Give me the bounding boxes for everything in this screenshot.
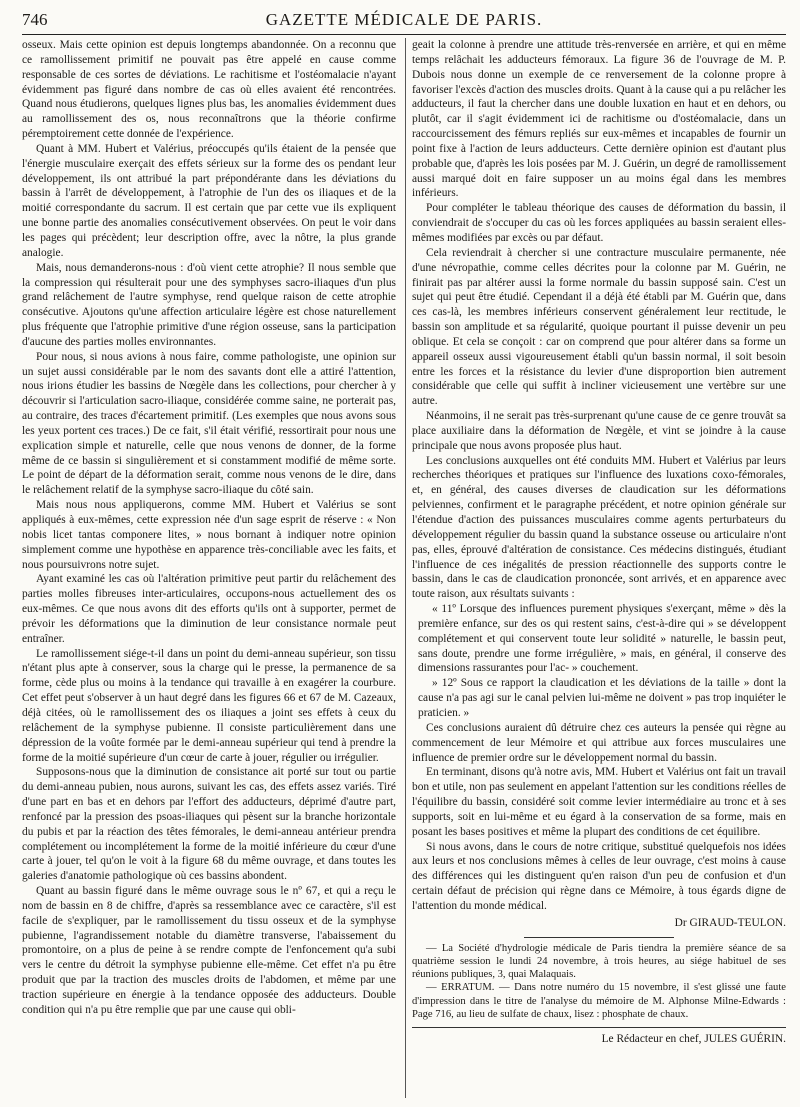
- column-divider: [405, 38, 406, 1098]
- paragraph: Pour nous, si nous avions à nous faire, comme pathologiste, une opinion sur un sujet aussi considérable par le nom des savants dont elle a attiré l'attention, nous irions étudier les bassins de Nœgèle dans les collections, pour chercher à y découvrir si l'articulation sacro-iliaque, considérée comme saine, ne porterait pas, au contraire, des traces d'écartement primitif. (Les exemples que nous avons sous les yeux portent ces traces.) De ce fait, s'il était vérifié, ressortirait pour nous une explication simple et naturelle, celle que nous venons de donner, de la forme même de ce bassin si singulièrement et si constamment modifié de même sorte. Le point de départ de la déformation serait, comme nous venons de le dire, dans le relâchement relatif de la symphyse sacro-iliaque du côté sain.: [22, 350, 396, 497]
- notice: — La Société d'hydrologie médicale de Paris tiendra la première séance de sa quatrième session le lundi 24 novembre, à trois heures, au siége habituel de ses réunions publiques, 3, quai Malaquais.: [412, 942, 786, 981]
- paragraph: Mais nous nous appliquerons, comme MM. Hubert et Valérius se sont appliqués à eux-mêmes, cette expression née d'un sage esprit de réserve : « Non nobis licet tantas componere lites, » nous bornant à indiquer notre opinion simplement comme une hypothèse en apparence très-conciliable avec les faits, et nous poursuivrons notre sujet.: [22, 499, 396, 571]
- editor-signature: Le Rédacteur en chef, JULES GUÉRIN.: [601, 1033, 786, 1045]
- paragraph: Ayant examiné les cas où l'altération primitive peut partir du relâchement des parties molles fibreuses inter-articulaires, occupons-nous actuellement des os eux-mêmes. Ce que nous avons dit des efforts qu'ils ont à supporter, permet de prévoir les déformations que la diminution de leur consistance normale peut entraîner.: [22, 573, 396, 645]
- right-column: [412, 38, 786, 1098]
- paragraph: Si nous avons, dans le cours de notre critique, substitué quelquefois nos idées aux leurs et nos conclusions mêmes à celles de leur ouvrage, c'est moins à cause des différences qui les distinguent qu'en raison d'un peu de confusion et d'un certain défaut de précision qui règne dans ce Mémoire, à tous égards digne de l'attention du monde médical.: [412, 840, 786, 912]
- paragraph: Quant à MM. Hubert et Valérius, préoccupés qu'ils étaient de la pensée que l'énergie musculaire exerçait des effets sérieux sur la forme des os pendant leur développement, ils ont attribué la part prépondérante dans les déviations du bassin à l'arrêt de développement, à l'atrophie de l'un des os iliaques et de la moitié correspondante du sacrum. Il est certain que par cette vue ils expliquent une bonne partie des anomalies consécutivement observées. On peut le voir dans les pages qui précèdent; leur description offre, avec la nôtre, la plus grande analogie.: [22, 142, 396, 259]
- erratum-notice: — ERRATUM. — Dans notre numéro du 15 novembre, il s'est glissé une faute d'impression dans le titre de l'analyse du mémoire de M. Alphonse Milne-Edwards : Page 716, au lieu de sulfate de chaux, lisez : phosphate de chaux.: [412, 982, 786, 1020]
- footer-divider: [412, 1027, 786, 1028]
- journal-title: GAZETTE MÉDICALE DE PARIS.: [265, 10, 543, 29]
- page-header: [22, 4, 786, 35]
- article-body: [22, 38, 786, 1098]
- paragraph: Les conclusions auxquelles ont été conduits MM. Hubert et Valérius par leurs recherches théoriques et pratiques sur l'influence des luxations coxo-fémorales, et, en général, des causes diverses de claudication sur les déformations pelviennes, confirment et le paragraphe précédent, et notre opinion générale sur l'étendue d'action des puissances musculaires comme agents perturbateurs du développement régulier du bassin quand la substance osseuse ou articulaire n'ont pas, elles, éprouvé d'altération de consistance. Ces médecins distingués, étudiant l'influence de ces inégalités de pression réactionnelle des supports contre le bassin, dans le cas de claudication prononcée, sont arrivés, et en apparence avec toute raison, aux résultats suivants :: [412, 454, 786, 601]
- left-column: [22, 38, 396, 1098]
- quoted-conclusion: « 11º Lorsque des influences purement physiques s'exerçant, même » dès la première enfance, sur des os qui restent sains, c'est-à-dire qui » se développent complétement et qui conservent toute leur solidité » naturelle, le bassin peut, sans doute, prendre une forme irrégulière, » mais, en général, il conserve des dimensions rassurantes pour l'ac- » couchement.: [418, 603, 786, 675]
- paragraph: Mais, nous demanderons-nous : d'où vient cette atrophie? Il nous semble que la compression qui résulterait pour une des symphyses sacro-iliaques d'un plus grand relâchement de l'autre symphyse, rend quelque raison de cette atrophie consécutive. Ajoutons qu'une affection articulaire légère est chose naturellement plus fréquente que l'atrophie primitive d'une région osseuse, sans la participation d'aucune des parties molles environnantes.: [22, 261, 396, 348]
- paragraph: Cela reviendrait à chercher si une contracture musculaire permanente, née d'une névropathie, comme celles décrites pour la colonne par M. Guérin, ne finirait pas par altérer aussi la forme normale du bassin supposé sain. C'est un sujet qui peut être étudié. Cependant il a déjà été établi par M. Guérin que, dans ces cas-là, les membres inférieurs conservent généralement leur rectitude, le bassin son amplitude et sa régularité, quoique pourtant il puisse devenir un peu oblique. Et cela se conçoit : car on comprend que pour altérer dans sa forme un appareil osseux aussi vigoureusement établi qu'un bassin normal, il soit besoin entre les forces et la résistance du levier d'une disproportion bien autrement considérable que celle qui suffit à incliner vicieusement une vertèbre sur une autre.: [412, 246, 786, 408]
- paragraph: geait la colonne à prendre une attitude très-renversée en arrière, et qui en même temps relâchait les adducteurs fémoraux. La figure 36 de l'ouvrage de M. P. Dubois nous donne un exemple de ce renversement de la colonne propre à favoriser l'excès d'action des muscles droits. Quant à la cause qui a pu relâcher les adducteurs, il faut la chercher dans une double luxation en haut et en dehors, ou plutôt, car il s'agit évidemment ici de rachitisme ou d'ostéomalacie, dans un raccourcissement des fémurs repliés sur eux-mêmes et incapables de fournir un point fixe à l'action de leurs adducteurs. Cette dernière opinion est d'autant plus probable que, d'après les lois posées par M. J. Guérin, un degré de ramollissement aussi marqué doit en faire supposer un au moins égal dans les membres inférieurs.: [412, 39, 786, 200]
- page-number: 746: [22, 10, 48, 29]
- paragraph: Le ramollissement siége-t-il dans un point du demi-anneau supérieur, son tissu n'étant plus apte à conserver, sous la charge qui le presse, la permanence de sa forme, cède plus ou moins à la tendance qui travaille à en exagérer la courbure. Cet effet peut s'observer à un haut degré dans les figures 66 et 67 de M. Cazeaux, déjà citées, où le ramollissement des os iliaques a joint ses effets à ceux du relâchement de la symphyse pubienne. Il consiste particulièrement dans une dépression de la voûte formée par le demi-anneau supérieur qui tend à prendre la forme de la moitié supérieure d'un cœur de carte à jouer, régulier ou irrégulier.: [22, 647, 396, 764]
- quoted-conclusion: » 12º Sous ce rapport la claudication et les déviations de la taille » dont la cause n'a pas agi sur le canal pelvien lui-même ne doivent » pas trop inquiéter le praticien. »: [418, 677, 786, 719]
- paragraph: Pour compléter le tableau théorique des causes de déformation du bassin, il conviendrait de s'occuper du cas où les forces appliquées au bassin seraient elles-mêmes modifiées par excès ou par défaut.: [412, 202, 786, 244]
- section-divider: [524, 937, 674, 938]
- author-signature: Dr GIRAUD-TEULON.: [674, 916, 786, 929]
- paragraph: Ces conclusions auraient dû détruire chez ces auteurs la pensée qui règne au commencement de leur Mémoire et qui attribue aux forces musculaires une influence de premier ordre sur le développement normal du bassin.: [412, 721, 786, 764]
- paragraph: Supposons-nous que la diminution de consistance ait porté sur tout ou partie du demi-anneau pubien, nous aurons, suivant les cas, des effets assez variés. Tiré d'une part en bas et en dehors par l'effort des adducteurs, déprimé d'autre part, renfoncé par la pression des psoas-iliaques qui pèsent sur la branche horizontale du pubis et par la réaction des têtes fémorales, le demi-anneau antérieur prendra complétement ou incomplétement la forme de la moitié inférieure du cœur d'une carte à jouer, tel qu'on le voit à la figure 68 du même ouvrage, et dans toutes les galeries d'anatomie pathologique où ces bassins abondent.: [22, 766, 396, 883]
- paragraph: Néanmoins, il ne serait pas très-surprenant qu'une cause de ce genre trouvât sa place auxiliaire dans la déformation de Nœgèle, et vint se joindre à la cause principale que nous avons proposée plus haut.: [412, 410, 786, 452]
- paragraph: osseux. Mais cette opinion est depuis longtemps abandonnée. On a reconnu que ce ramollissement primitif ne pouvait pas être appelé en cause comme responsable de ces sortes de déviations. Le rachitisme et l'ostéomalacie n'ayant évidemment pas figuré dans nombre de cas où elles avaient été rencontrées. Quand nous étudierons, quelques lignes plus bas, les anomalies évidemment dues au ramollissement des os, nous reconnaîtrons que la théorie confirme péremptoirement cette donnée de l'expérience.: [22, 39, 396, 141]
- paragraph: En terminant, disons qu'à notre avis, MM. Hubert et Valérius ont fait un travail bon et utile, non pas seulement en appelant l'attention sur les conditions réelles de l'équilibre du bassin, considéré soit comme levier intermédiaire au tronc et à ses supports, soit en lui-même et eu égard à la conservation de sa forme, mais en posant les bases positives et même la plupart des conditions de cet équilibre.: [412, 766, 786, 838]
- paragraph: Quant au bassin figuré dans le même ouvrage sous le nº 67, et qui a reçu le nom de bassin en 8 de chiffre, d'après sa ressemblance avec ce caractère, s'il est facile de s'expliquer, par le ramollissement du tissu osseux et de la symphyse pubienne, l'agrandissement notable du diamètre transverse, l'abaissement du promontoire, on a plus de peine à se rendre compte de l'enfoncement qu'a subi vers le centre du détroit la symphyse pubienne elle-même. Cet effet n'a pu être produit que par la traction des muscles droits de l'abdomen, et même par une traction supérieure en énergie à la tendance opposée des adducteurs. Double condition qui n'a pu être remplie que par une cause qui obli-: [22, 885, 396, 1016]
